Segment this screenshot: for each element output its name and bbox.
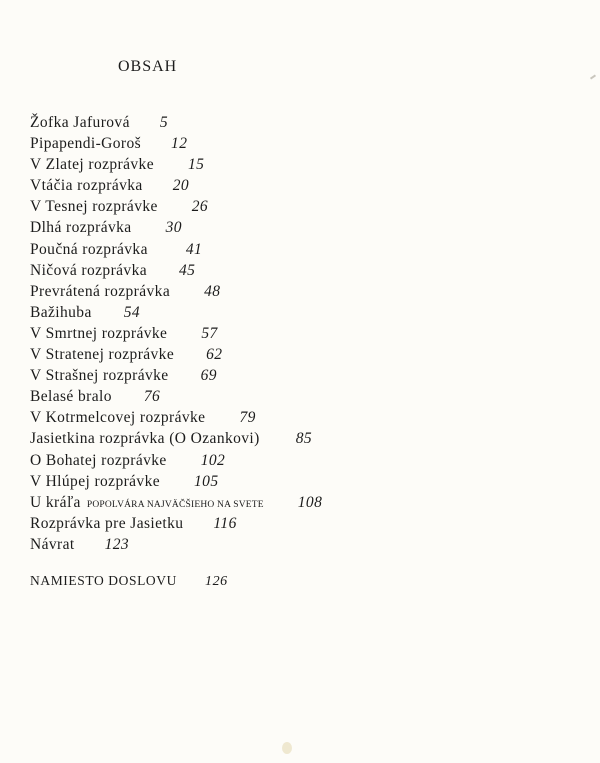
toc-entry[interactable] [30,260,322,281]
toc-entry-title: V Tesnej rozprávke [30,198,158,216]
toc-entry[interactable] [30,196,322,217]
toc-entry-title: Pipapendi-Goroš [30,135,142,153]
paper-mark [590,74,596,79]
toc-entry-title: U kráľa [30,493,81,511]
toc-entry-title: Ničová rozprávka [30,261,147,279]
toc-entry-title: V Zlatej rozprávke [30,156,154,174]
toc-entry[interactable] [30,407,322,428]
toc-entry-page-number: 79 [239,409,256,427]
toc-entry[interactable] [30,133,322,154]
toc-entry-page-number: 30 [165,219,182,237]
toc-entry-page-number: 54 [123,303,141,321]
afterword-page-number: 126 [204,574,228,589]
toc-entry[interactable] [30,513,322,534]
toc-entry-page-number: 48 [204,282,221,300]
toc-entry-page-number: 26 [191,198,209,216]
afterword-title: NAMIESTO DOSLOVU [30,573,177,588]
toc-entry-title: Jasietkina rozprávka (O Ozankovi) [30,430,260,448]
toc-entry-title: V Kotrmelcovej rozprávke [30,409,206,427]
toc-entry-page-number: 41 [185,240,203,258]
toc-entry-page-number: 85 [295,430,312,448]
toc-entry-page-number: 123 [104,535,130,553]
toc-entry-title: V Stratenej rozprávke [30,346,175,364]
toc-entry-page-number: 76 [143,388,161,406]
toc-entry-page-number: 20 [172,177,189,195]
toc-entry[interactable] [30,428,322,449]
toc-entry[interactable] [30,154,322,175]
toc-entry[interactable] [30,471,322,492]
toc-entry[interactable] [30,344,322,365]
toc-entry-title: Bažihuba [30,303,92,321]
toc-entry-page-number: 45 [179,261,196,279]
toc-entry-title: Prevrátená rozprávka [30,282,171,300]
toc-entry-page-number: 57 [201,324,218,342]
toc-entry[interactable] [30,386,322,407]
toc-entry[interactable] [30,217,322,238]
toc-entry-page-number: 105 [194,472,219,490]
paper-stain [282,742,292,754]
toc-entry-title: V Smrtnej rozprávke [30,324,168,342]
toc-entry-title: Rozprávka pre Jasietku [30,514,184,532]
toc-entry[interactable] [30,112,322,133]
toc-entry-title: Belasé bralo [30,388,112,406]
toc-entry[interactable] [30,365,322,386]
toc-entry-title: Dlhá rozprávka [30,219,132,237]
toc-entry-subtitle: POPOLVÁRA NAJVÄČŠIEHO NA SVETE [86,499,264,510]
toc-entry-page-number: 12 [171,135,188,153]
toc-entry[interactable] [30,302,322,323]
toc-entry-title: Žofka Jafurová [30,114,130,131]
toc-entry-page-number: 69 [200,367,217,385]
toc-entry[interactable] [30,281,322,302]
toc-afterword-entry[interactable] [30,573,228,590]
toc-entry[interactable] [30,450,322,471]
toc-entry-title: Návrat [30,535,75,553]
page-title: OBSAH [118,58,178,75]
toc-entry-title: V Hlúpej rozprávke [30,472,161,490]
toc-entry-page-number: 62 [206,346,223,364]
toc-entry-page-number: 102 [200,451,226,469]
toc-entry-page-number: 5 [159,114,169,131]
toc-entry-page-number: 15 [187,156,205,174]
toc-entry[interactable] [30,175,322,196]
toc-entry-title: O Bohatej rozprávke [30,451,167,469]
toc-entry[interactable] [30,492,322,513]
table-of-contents [30,112,322,555]
toc-entry[interactable] [30,534,322,555]
toc-entry-page-number: 108 [297,493,323,511]
toc-entry[interactable] [30,239,322,260]
toc-entry-page-number: 116 [213,514,237,532]
toc-entry-title: V Strašnej rozprávke [30,367,169,385]
toc-entry-title: Poučná rozprávka [30,240,148,258]
toc-entry[interactable] [30,323,322,344]
toc-entry-title: Vtáčia rozprávka [30,177,143,195]
